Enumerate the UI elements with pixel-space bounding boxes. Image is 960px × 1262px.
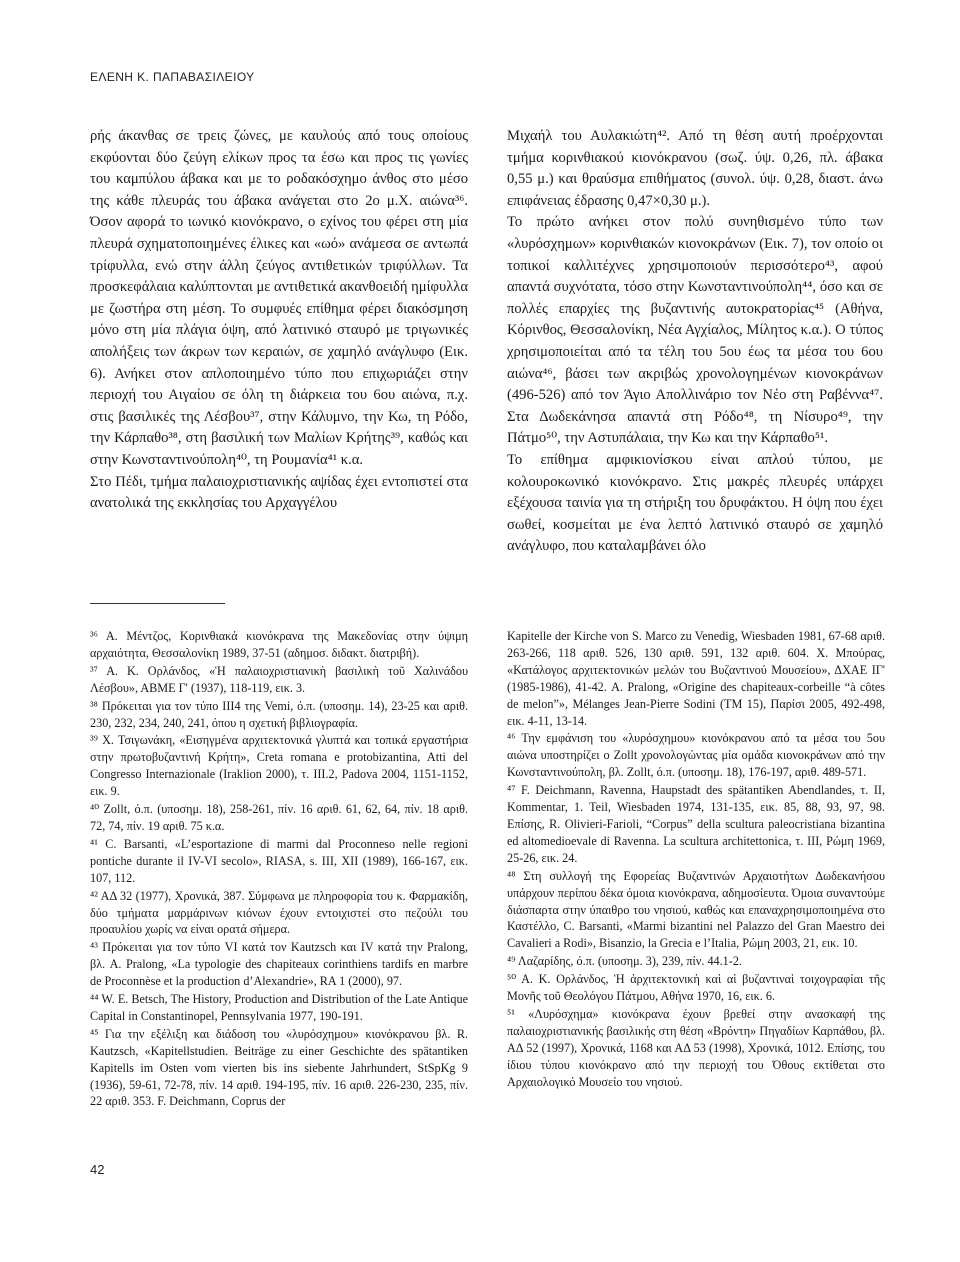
footnote: ³⁶ Α. Μέντζος, Κορινθιακά κιονόκρανα της Μακεδονίας στην ύψιμη αρχαιότητα, Θεσσαλονίκη 1989, 37-51 (αδημοσ. διδακτ. διατριβή). bbox=[90, 629, 468, 660]
footnote: ⁴⁶ Την εμφάνιση του «λυρόσχημου» κιονόκρανου από τα μέσα του 5ου αιώνα υποστηρίζει ο Zollt χρονολογώντας μία ομάδα κιονοκράνων από την Κωνσταντινούπολη, βλ. Zollt, ό.π. (υποσημ. 18), 176-197, αριθ. 489-571. bbox=[507, 731, 885, 780]
footnote: ⁵¹ «Λυρόσχημα» κιονόκρανα έχουν βρεθεί στην ανασκαφή της παλαιοχριστιανικής βασιλικής στη θέση «Βρόντη» Πηγαδίων Καρπάθου, βλ. ΑΔ 52 (1997), Χρονικά, 1168 και ΑΔ 53 (1998), Χρονικά, 1012. Επίσης, του ίδιου τύπου κιονόκρανο από την περιοχή του Όθους εκτίθεται στο Αρχαιολογικό Μουσείο του νησιού. bbox=[507, 1006, 885, 1089]
body-paragraph: ρής άκανθας σε τρεις ζώνες, με καυλούς από τους οποίους εκφύονται δύο ζεύγη ελίκων προς τα έσω και προς τις γωνίες του καμπύλου άβακα και με το ροδακόσχημο άνθος στο μέσο της κάθε πλευράς του άβακα ανάγεται στο 2ο μ.Χ. αιώνα³⁶. Όσον αφορά το ιωνικό κιονόκρανο, ο εχίνος του φέρει στη μία πλευρά σχηματοποιημένες έλικες και «ωό» ανάμεσα σε αντωπά τρίφυλλα, ενώ στην άλλη ζεύγος αντιθετικών τριφύλλων. Τα προσκεφάλαια καλύπτονται με αντιθετικά ακανθοειδή ημίφυλλα με ζωστήρα στη μέση. Το συμφυές επίθημα φέρει διακόσμηση μόνο στη μία πλάγια όψη, από λατινικό σταυρό με τριγωνικές απολήξεις των άκρων των κεραιών, σε χαμηλό ανάγλυφο (Εικ. 6). Ανήκει στον απλοποιημένο τύπο που επιχωριάζει στην περιοχή του Αιγαίου σε όλη τη διάρκεια του 6ου αιώνα, π.χ. στις βασιλικές της Λέσβου³⁷, στην Κάλυμνο, την Κω, τη Ρόδο, την Κάρπαθο³⁸, στη βασιλική των Μαλίων Κρήτης³⁹, καθώς και στην Κωνσταντινούπολη⁴⁰, τη Ρουμανία⁴¹ κ.α. bbox=[90, 128, 468, 468]
body-paragraph: Μιχαήλ του Αυλακιώτη⁴². Από τη θέση αυτή προέρχονται τμήμα κορινθιακού κιονόκρανου (σωζ. ύψ. 0,26, πλ. άβακα 0,55 μ.) και θραύσμα επιθήματος (συνολ. ύψ. 0,28, διαστ. άνω επιφάνειας έδρασης 0,47×0,30 μ.). bbox=[507, 128, 883, 209]
footnote: ⁴⁵ Για την εξέλιξη και διάδοση του «λυρόσχημου» κιονόκρανου βλ. R. Kautzsch, «Kapitellstudien. Beiträge zu einer Geschichte des spätantiken Kapitells im Osten vom vierten bis ins siebente Jahrhundert, StSpKg 9 (1936), 59-61, 72-78, πίν. 14 αριθ. 194-195, πίν. 16 αριθ. 226-230, 235, πίν. 22 αριθ. 353. F. Deichmann, Coprus der bbox=[90, 1026, 468, 1109]
footnote: ⁴² ΑΔ 32 (1977), Χρονικά, 387. Σύμφωνα με πληροφορία του κ. Φαρμακίδη, δύο τμήματα μαρμάρινων κιόνων έχουν εντοιχιστεί στο πεζούλι του προαυλίου χωρίς να είναι ορατά σήμερα. bbox=[90, 888, 468, 937]
footnote: ³⁸ Πρόκειται για τον τύπο ΙΙΙ4 της Vemi, ό.π. (υποσημ. 14), 23-25 και αριθ. 230, 232, 234, 240, 241, όπου η σχετική βιβλιογραφία. bbox=[90, 698, 468, 730]
footnotes-column-left bbox=[90, 628, 468, 1111]
footnote: ⁴³ Πρόκειται για τον τύπο VI κατά τον Kautzsch και IV κατά την Pralong, βλ. A. Pralong, «La typologie des chapiteaux corinthiens tardifs en marbre de Proconnèse et la production d’Alexandrie», RA 1 (2000), 97. bbox=[90, 940, 468, 989]
footnote: ⁴⁷ F. Deichmann, Ravenna, Haupstadt des spätantiken Abendlandes, τ. II, Kommentar, 1. Teil, Wiesbaden 1974, 131-135, εικ. 85, 88, 93, 97, 98. Επίσης, R. Olivieri-Farioli, “Corpus” della scultura paleocristiana bizantina ed altomedioevale di Ravenna. La scultura architettonica, τ. III, Ρώμη 1969, 25-26, εικ. 24. bbox=[507, 783, 885, 865]
footnote: ⁴⁸ Στη συλλογή της Εφορείας Βυζαντινών Αρχαιοτήτων Δωδεκανήσου υπάρχουν περίπου δέκα όμοια κιονόκρανα, αδημοσίευτα. Όμοια συναντούμε διάσπαρτα στην ύπαιθρο του νησιού, καθώς και επαναχρησιμοποιημένα στο Καστέλλο, C. Barsanti, «Marmi bizantini nel Palazzo del Gran Maestro dei Cavalieri a Rodi», Bisanzio, la Grecia e l’Italia, Ρώμη 2003, 21, εικ. 10. bbox=[507, 868, 885, 951]
page-number: 42 bbox=[90, 1162, 105, 1177]
footnote-separator bbox=[90, 603, 225, 604]
body-column-right bbox=[507, 126, 883, 558]
footnote: ⁴¹ C. Barsanti, «L’esportazione di marmi dal Proconneso nelle regioni pontiche durante il IV-VI secolo», RIASA, s. III, XII (1989), 166-167, εικ. 107, 112. bbox=[90, 836, 468, 885]
body-paragraph: Στο Πέδι, τμήμα παλαιοχριστιανικής αψίδας έχει εντοπιστεί στα ανατολικά της εκκλησίας του Αρχαγγέλου bbox=[90, 473, 468, 512]
footnote: ³⁹ Χ. Τσιγωνάκη, «Εισηγμένα αρχιτεκτονικά γλυπτά και τοπικά εργαστήρια στην πρωτοβυζαντινή Κρήτη», Creta romana e protobizantina, Atti del Congresso Internazionale (Iraklion 2000), τ. ΙΙΙ.2, Padova 2004, 1151-1152, εικ. 9. bbox=[90, 733, 468, 799]
footnote: ⁵⁰ Α. Κ. Ορλάνδος, Ἡ ἀρχιτεκτονικὴ καὶ αἱ βυζαντιναὶ τοιχογραφίαι τῆς Μονῆς τοῦ Θεολόγου Πάτμου, Αθήνα 1970, 16, εικ. 6. bbox=[507, 972, 885, 1004]
footnote: ⁴⁹ Λαζαρίδης, ό.π. (υποσημ. 3), 239, πίν. 44.1-2. bbox=[507, 954, 742, 969]
body-paragraph: Το επίθημα αμφικιονίσκου είναι απλού τύπου, με κολουροκωνικό κιονόκρανο. Στις μακρές πλευρές υπάρχει εξέχουσα ταινία για τη στήριξη του δρυφάκτου. Η όψη που έχει σωθεί, κοσμείται με ένα λεπτό λατινικό σταυρό σε χαμηλό ανάγλυφο, που καταλαμβάνει όλο bbox=[507, 451, 883, 555]
footnote: ³⁷ Α. Κ. Ορλάνδος, «Ἡ παλαιοχριστιανικὴ βασιλικὴ τοῦ Χαλινάδου Λέσβου», ΑΒΜΕ Γ' (1937), 118-119, εικ. 3. bbox=[90, 663, 468, 695]
footnote: ⁴⁴ W. E. Betsch, The History, Production and Distribution of the Late Antique Capital in Constantinopel, Pennsylvania 1977, 190-191. bbox=[90, 992, 468, 1023]
footnotes-column-right bbox=[507, 628, 885, 1091]
body-paragraph: Το πρώτο ανήκει στον πολύ συνηθισμένο τύπο των «λυρόσχημων» κορινθιακών κιονοκράνων (Εικ. 7), τον οποίο οι τοπικοί καλλιτέχνες χρησιμοποιούν περισσότερο⁴³, αφού απαντά συχνότατα, τόσο στην Κωνσταντινούπολη⁴⁴, όσο και σε πολλές επαρχίες της βυζαντινής αυτοκρατορίας⁴⁵ (Αθήνα, Κόρινθος, Θεσσαλονίκη, Νέα Αγχίαλος, Μίλητος κ.α.). Ο τύπος χρησιμοποιείται από τα τέλη του 5ου έως τα μέσα του 6ου αιώνα⁴⁶, βάσει των ακριβώς χρονολογημένων κιονοκράνων (496-526) από τον Άγιο Απολλινάριο τον Νέο στη Ραβέννα⁴⁷. Στα Δωδεκάνησα απαντά στη Ρόδο⁴⁸, τη Νίσυρο⁴⁹, την Πάτμο⁵⁰, την Αστυπάλαια, την Κω και την Κάρπαθο⁵¹. bbox=[507, 214, 883, 447]
body-column-left bbox=[90, 126, 468, 515]
running-head: ΕΛΕΝΗ Κ. ΠΑΠΑΒΑΣΙΛΕΙΟΥ bbox=[90, 70, 255, 84]
footnote: Kapitelle der Kirche von S. Marco zu Venedig, Wiesbaden 1981, 67-68 αριθ. 263-266, 118 αριθ. 526, 130 αριθ. 591, 132 αριθ. 604. Χ. Μπούρας, «Κατάλογος αρχιτεκτονικών μελών του Βυζαντινού Μουσείου», ΔΧΑΕ ΙΓ' (1985-1986), 41-42. A. Pralong, «Origine des chapiteaux-corbeille “à côtes de melon”», Mélanges Jean-Pierre Sodini (TM 15), Παρίσι 2005, 492-498, εικ. 4-11, 13-14. bbox=[507, 629, 885, 728]
footnote: ⁴⁰ Zollt, ό.π. (υποσημ. 18), 258-261, πίν. 16 αριθ. 61, 62, 64, πίν. 18 αριθ. 72, 74, πίν. 19 αριθ. 75 κ.α. bbox=[90, 802, 468, 833]
